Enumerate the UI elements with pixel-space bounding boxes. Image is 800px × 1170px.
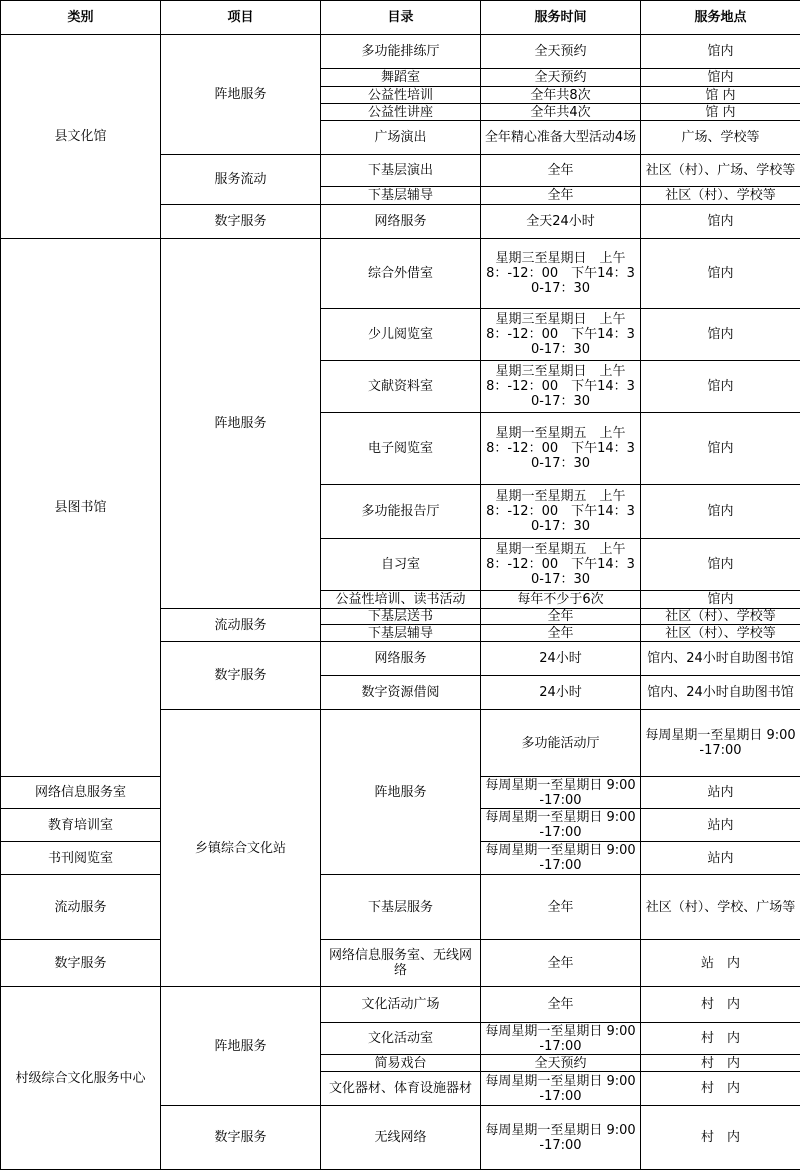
project-cell: 流动服务	[161, 609, 321, 642]
project-cell: 数字服务	[161, 1106, 321, 1170]
time-cell: 每周星期一至星期日 9:00-17:00	[481, 842, 641, 875]
directory-cell: 综合外借室	[321, 239, 481, 309]
place-cell: 社区（村）、学校等	[641, 187, 800, 205]
directory-cell: 下基层服务	[321, 875, 481, 940]
time-cell: 全天预约	[481, 35, 641, 69]
time-cell: 全年	[481, 187, 641, 205]
place-cell: 站内	[641, 842, 800, 875]
time-cell: 星期一至星期五 上午8：-12：00 下午14：30-17：30	[481, 485, 641, 539]
directory-cell: 舞蹈室	[321, 69, 481, 87]
place-cell: 馆内	[641, 205, 800, 239]
time-cell: 24小时	[481, 676, 641, 710]
header-category: 类别	[1, 1, 161, 35]
place-cell: 馆内	[641, 539, 800, 591]
directory-cell: 公益性讲座	[321, 104, 481, 121]
place-cell: 村 内	[641, 1023, 800, 1055]
category-cell: 县图书馆	[1, 239, 161, 777]
place-cell: 村 内	[641, 1072, 800, 1106]
place-cell: 社区（村）、广场、学校等	[641, 155, 800, 187]
header-project: 项目	[161, 1, 321, 35]
place-cell: 社区（村）、学校等	[641, 625, 800, 642]
time-cell: 全天24小时	[481, 205, 641, 239]
time-cell: 全年	[481, 625, 641, 642]
time-cell: 每周星期一至星期日 9:00-17:00	[481, 777, 641, 809]
time-cell: 每周星期一至星期日 9:00-17:00	[641, 710, 800, 777]
category-cell: 县文化馆	[1, 35, 161, 239]
place-cell: 站内	[641, 809, 800, 842]
place-cell: 馆内	[641, 591, 800, 609]
table-row	[1, 987, 800, 1023]
directory-cell: 公益性培训	[321, 87, 481, 104]
directory-cell: 简易戏台	[321, 1055, 481, 1072]
time-cell: 星期三至星期日 上午8：-12：00 下午14：30-17：30	[481, 309, 641, 361]
time-cell: 每周星期一至星期日 9:00-17:00	[481, 1023, 641, 1055]
place-cell: 社区（村）、学校等	[641, 609, 800, 625]
time-cell: 24小时	[481, 642, 641, 676]
place-cell: 馆内	[641, 485, 800, 539]
time-cell: 全年	[481, 940, 641, 987]
project-cell: 服务流动	[161, 155, 321, 205]
directory-cell: 广场演出	[321, 121, 481, 155]
directory-cell: 网络信息服务室、无线网络	[321, 940, 481, 987]
directory-cell: 文献资料室	[321, 361, 481, 413]
directory-cell: 网络信息服务室	[1, 777, 161, 809]
directory-cell: 文化器材、体育设施器材	[321, 1072, 481, 1106]
place-cell: 馆 内	[641, 87, 800, 104]
project-cell: 流动服务	[1, 875, 161, 940]
time-cell: 全年共4次	[481, 104, 641, 121]
place-cell: 村 内	[641, 1106, 800, 1170]
directory-cell: 教育培训室	[1, 809, 161, 842]
header-service-time: 服务时间	[481, 1, 641, 35]
category-cell: 乡镇综合文化站	[161, 710, 321, 987]
time-cell: 星期三至星期日 上午8：-12：00 下午14：30-17：30	[481, 361, 641, 413]
time-cell: 每周星期一至星期日 9:00-17:00	[481, 1106, 641, 1170]
time-cell: 每年不少于6次	[481, 591, 641, 609]
place-cell: 馆内	[641, 361, 800, 413]
project-cell: 阵地服务	[161, 35, 321, 155]
project-cell: 数字服务	[1, 940, 161, 987]
directory-cell: 文化活动广场	[321, 987, 481, 1023]
time-cell: 每周星期一至星期日 9:00-17:00	[481, 809, 641, 842]
directory-cell: 电子阅览室	[321, 413, 481, 485]
project-cell: 数字服务	[161, 205, 321, 239]
directory-cell: 无线网络	[321, 1106, 481, 1170]
time-cell: 全天预约	[481, 69, 641, 87]
table-row	[1, 239, 800, 309]
directory-cell: 下基层辅导	[321, 187, 481, 205]
place-cell: 站 内	[641, 940, 800, 987]
directory-cell: 下基层辅导	[321, 625, 481, 642]
directory-cell: 数字资源借阅	[321, 676, 481, 710]
table-row	[1, 35, 800, 69]
directory-cell: 下基层送书	[321, 609, 481, 625]
place-cell: 馆内	[641, 35, 800, 69]
header-service-location: 服务地点	[641, 1, 800, 35]
directory-cell: 多功能报告厅	[321, 485, 481, 539]
project-cell: 阵地服务	[161, 239, 321, 609]
header-directory: 目录	[321, 1, 481, 35]
time-cell: 全年精心准备大型活动4场	[481, 121, 641, 155]
time-cell: 星期三至星期日 上午8：-12：00 下午14：30-17：30	[481, 239, 641, 309]
place-cell: 村 内	[641, 1055, 800, 1072]
category-cell: 村级综合文化服务中心	[1, 987, 161, 1170]
place-cell: 站内	[641, 777, 800, 809]
place-cell: 村 内	[641, 987, 800, 1023]
time-cell: 星期一至星期五 上午8：-12：00 下午14：30-17：30	[481, 413, 641, 485]
time-cell: 全天预约	[481, 1055, 641, 1072]
time-cell: 全年	[481, 987, 641, 1023]
time-cell: 每周星期一至星期日 9:00-17:00	[481, 1072, 641, 1106]
place-cell: 馆内	[641, 413, 800, 485]
place-cell: 馆内、24小时自助图书馆	[641, 676, 800, 710]
directory-cell: 网络服务	[321, 205, 481, 239]
directory-cell: 少儿阅览室	[321, 309, 481, 361]
project-cell: 数字服务	[161, 642, 321, 710]
time-cell: 星期一至星期五 上午8：-12：00 下午14：30-17：30	[481, 539, 641, 591]
place-cell: 馆内	[641, 69, 800, 87]
directory-cell: 下基层演出	[321, 155, 481, 187]
place-cell: 馆内	[641, 239, 800, 309]
place-cell: 广场、学校等	[641, 121, 800, 155]
time-cell: 全年	[481, 155, 641, 187]
time-cell: 全年	[481, 875, 641, 940]
place-cell: 社区（村）、学校、广场等	[641, 875, 800, 940]
header-row	[1, 1, 800, 35]
directory-cell: 多功能排练厅	[321, 35, 481, 69]
time-cell: 全年	[481, 609, 641, 625]
table-row	[1, 875, 800, 940]
directory-cell: 多功能活动厅	[481, 710, 641, 777]
directory-cell: 网络服务	[321, 642, 481, 676]
directory-cell: 公益性培训、读书活动	[321, 591, 481, 609]
place-cell: 馆内	[641, 309, 800, 361]
time-cell: 全年共8次	[481, 87, 641, 104]
project-cell: 阵地服务	[161, 987, 321, 1106]
place-cell: 馆 内	[641, 104, 800, 121]
project-cell: 阵地服务	[321, 710, 481, 875]
place-cell: 馆内、24小时自助图书馆	[641, 642, 800, 676]
directory-cell: 书刊阅览室	[1, 842, 161, 875]
directory-cell: 文化活动室	[321, 1023, 481, 1055]
table-row	[1, 940, 800, 987]
directory-cell: 自习室	[321, 539, 481, 591]
